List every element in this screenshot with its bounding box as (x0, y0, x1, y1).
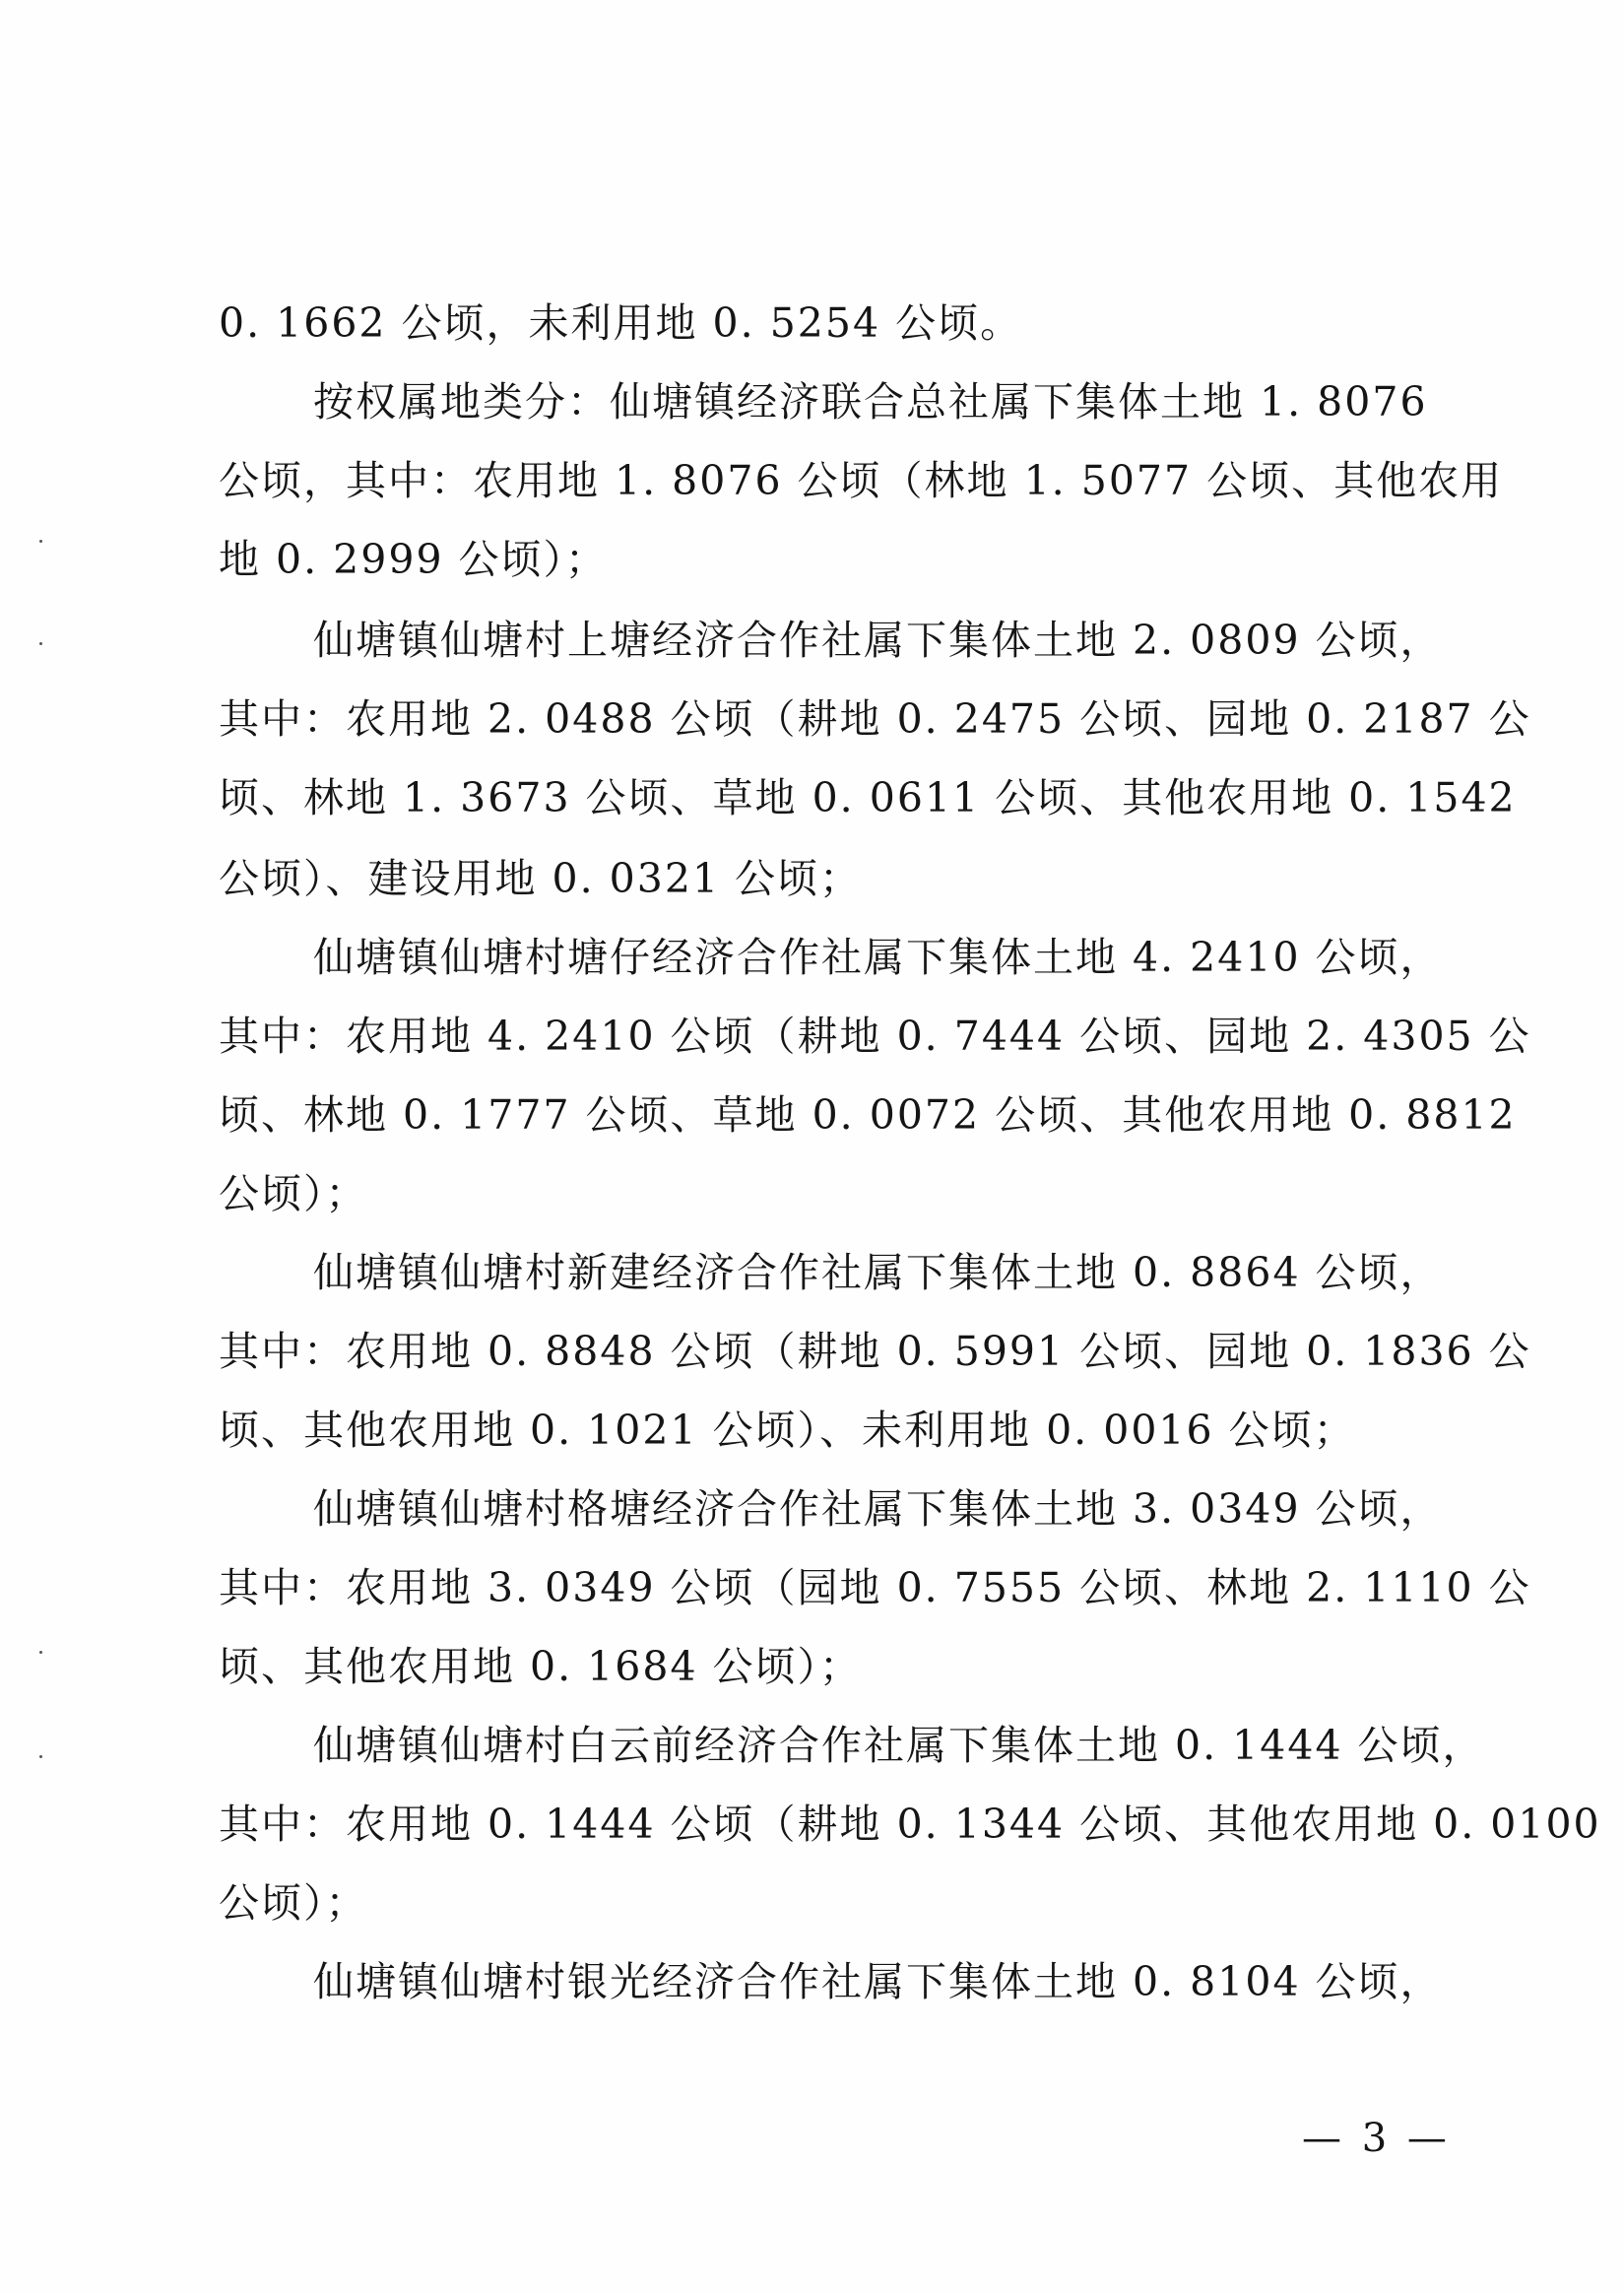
page-number: — 3 — (1302, 2116, 1451, 2161)
text-line: 其中：农用地 4. 2410 公顷（耕地 0. 7444 公顷、园地 2. 4305 公 (219, 1013, 1531, 1060)
text-line: 仙塘镇仙塘村格塘经济合作社属下集体土地 3. 0349 公顷， (313, 1485, 1443, 1533)
text-line: 0. 1662 公顷，未利用地 0. 5254 公顷。 (219, 299, 1023, 347)
text-line: 顷、林地 0. 1777 公顷、草地 0. 0072 公顷、其他农用地 0. 8812 (219, 1091, 1517, 1139)
text-line: 公顷）； (219, 1879, 368, 1927)
text-line: 仙塘镇仙塘村上塘经济合作社属下集体土地 2. 0809 公顷， (313, 617, 1443, 664)
text-line: 仙塘镇仙塘村白云前经济合作社属下集体土地 0. 1444 公顷， (313, 1722, 1485, 1769)
text-line: 地 0. 2999 公顷）； (219, 536, 609, 583)
text-line: 仙塘镇仙塘村塘仔经济合作社属下集体土地 4. 2410 公顷， (313, 934, 1443, 981)
text-line: 公顷）； (219, 1170, 368, 1217)
text-line: 其中：农用地 3. 0349 公顷（园地 0. 7555 公顷、林地 2. 1110 公 (219, 1564, 1531, 1611)
text-line: 其中：农用地 0. 8848 公顷（耕地 0. 5991 公顷、园地 0. 1836 公 (219, 1328, 1531, 1375)
text-line: 顷、其他农用地 0. 1021 公顷）、未利用地 0. 0016 公顷； (219, 1407, 1356, 1454)
text-line: 其中：农用地 0. 1444 公顷（耕地 0. 1344 公顷、其他农用地 0. 0100 (219, 1801, 1601, 1848)
binding-mark (39, 540, 42, 543)
text-line: 顷、林地 1. 3673 公顷、草地 0. 0611 公顷、其他农用地 0. 1542 (219, 774, 1517, 821)
binding-mark (39, 1755, 42, 1758)
text-line: 其中：农用地 2. 0488 公顷（耕地 0. 2475 公顷、园地 0. 2187 公 (219, 695, 1531, 743)
text-line: 按权属地类分：仙塘镇经济联合总社属下集体土地 1. 8076 (313, 378, 1428, 426)
text-line: 顷、其他农用地 0. 1684 公顷）； (219, 1643, 863, 1690)
binding-mark (39, 642, 42, 645)
text-line: 公顷，其中：农用地 1. 8076 公顷（林地 1. 5077 公顷、其他农用 (219, 457, 1504, 504)
binding-mark (39, 1651, 42, 1654)
text-line: 仙塘镇仙塘村银光经济合作社属下集体土地 0. 8104 公顷， (313, 1958, 1443, 2005)
text-line: 公顷）、建设用地 0. 0321 公顷； (219, 855, 863, 902)
text-line: 仙塘镇仙塘村新建经济合作社属下集体土地 0. 8864 公顷， (313, 1249, 1443, 1296)
